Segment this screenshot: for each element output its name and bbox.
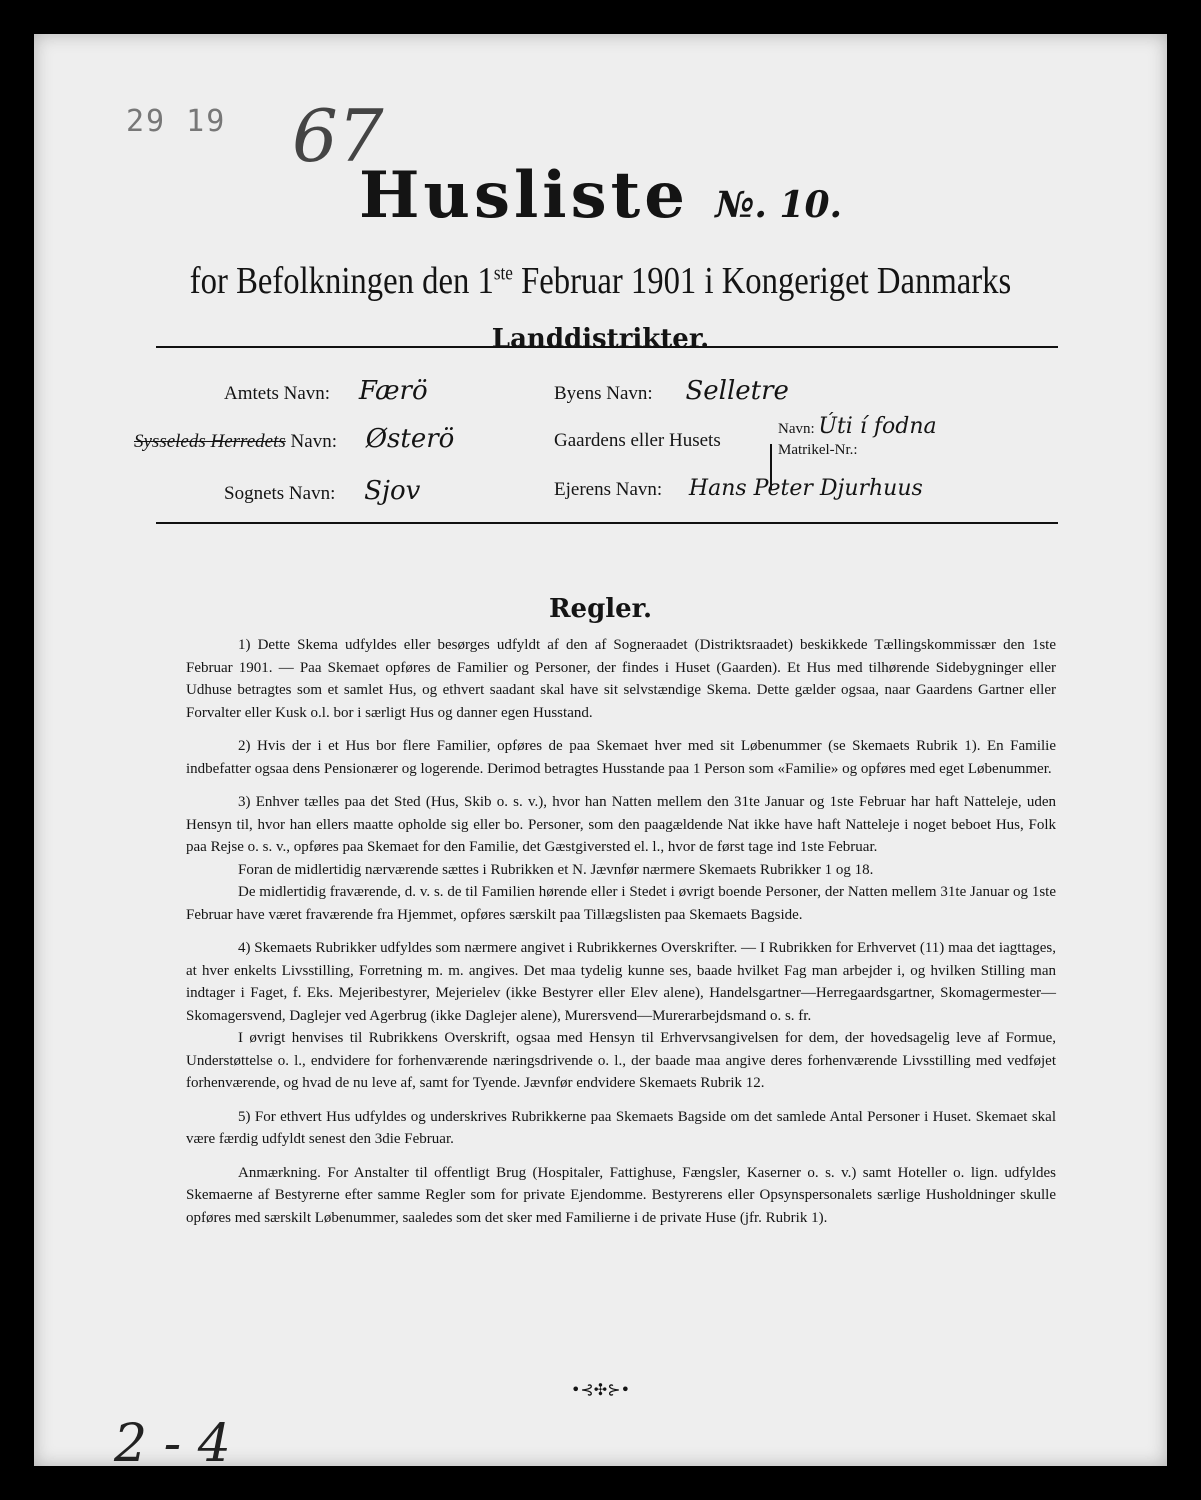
ejer-label: Ejerens Navn:	[554, 479, 663, 500]
by-value: Selletre	[685, 376, 789, 406]
rules-heading: Regler.	[548, 594, 653, 624]
matrikel-field	[778, 442, 858, 459]
margin-note: 2 - 4	[114, 1414, 231, 1474]
matrikel-label: Matrikel-Nr.:	[778, 442, 858, 458]
rule-paragraph: I øvrigt henvises til Rubrikkens Overskrift, ogsaa med Hensyn til Erhvervsangivelsen for dem, der hovedsagelig leve af Formue, Understøttelse o. l., endvidere for forhenværende næringsdrivende o. l., der baade maa angive deres forhenværende Livsstilling med vedføjet forhenværende, og hvad de nu leve af, samt for Tyende. Jævnfør endvidere Skemaets Rubrik 12.	[186, 1030, 1056, 1091]
list-number: №. 10.	[715, 184, 843, 226]
sogn-field	[224, 476, 420, 506]
amt-value: Færö	[358, 376, 428, 406]
subtitle-sup: ste	[493, 262, 513, 285]
ejer-value: Hans Peter Djurhuus	[688, 476, 923, 501]
amt-label: Amtets Navn:	[224, 383, 331, 404]
census-sheet	[34, 34, 1167, 1474]
gaard-navn-label: Navn:	[778, 421, 815, 437]
gaard-label: Gaardens eller Husets	[554, 430, 721, 451]
rule-paragraph: 2) Hvis der i et Hus bor flere Familier, opføres de paa Skemaet hver med sit Løbenummer (se Skemaets Rubrik 1). En Familie indbefatter ogsaa dens Pensionærer og logerende. Derimod betragtes Husstande paa 1 Person som «Familie» og opføres med eget Løbenummer.	[186, 738, 1056, 777]
rules-body	[186, 634, 1056, 1240]
by-label: Byens Navn:	[554, 383, 653, 404]
sogn-value: Sjov	[364, 476, 421, 506]
ornament: •⊰✣⊱•	[570, 1380, 631, 1399]
syssel-value: Østerö	[365, 424, 455, 454]
rule-paragraph: 5) For ethvert Hus udfyldes og underskrives Rubrikkerne paa Skemaets Bagside om det samlede Antal Personer i Huset. Skemaet skal være færdig udfyldt senest den 3die Februar.	[186, 1108, 1056, 1147]
syssel-struck-label: Sysseleds Herredets	[134, 431, 286, 452]
amt-field	[224, 376, 428, 406]
syssel-field	[134, 424, 454, 454]
gaard-navn-field	[778, 414, 937, 439]
handwritten-number: 67	[292, 94, 384, 178]
gaard-navn-value: Úti í fodna	[818, 414, 937, 439]
rule-paragraph: 1) Dette Skema udfyldes eller besørges udfyldt af den af Sogneraadet (Distriktsraadet) beskikkede Tællingskommissær den 1ste Februar 1901. — Paa Skemaet opføres de Familier og Personer, der findes i Huset (Gaarden). Et Hus med tilhørende Sidebygninger eller Udhuse betragtes som et samlet Hus, og ethvert saadant skal have sit selvstændige Skema. Dette gælder ogsaa, naar Gaardens Gartner eller Forvalter eller Kusk o.l. bor i særligt Hus og danner egen Husstand.	[186, 637, 1056, 721]
syssel-label: Navn:	[290, 431, 337, 452]
by-field	[554, 376, 789, 406]
top-divider	[156, 346, 1058, 348]
subtitle-pre: for Befolkningen den 1	[189, 260, 494, 302]
sogn-label: Sognets Navn:	[224, 483, 336, 504]
rule-paragraph: Foran de midlertidig nærværende sættes i Rubrikken et N. Jævnfør nærmere Skemaets Rubrikker 1 og 18.	[238, 861, 874, 878]
gaard-field	[554, 430, 721, 452]
ejer-field	[554, 476, 923, 501]
rule-paragraph: 3) Enhver tælles paa det Sted (Hus, Skib o. s. v.), hvor han Natten mellem den 31te Januar og 1ste Februar har haft Natteleje, uden Hensyn til, hvor han ellers maatte opholde sig eller bo. Personer, som den paagældende Nat ikke have haft Natteleje i noget beboet Hus, Folk paa Rejse o. s. v., opføres paa Skemaet for den Familie, det Gæstgiversted el. l., hvor de først tage ind 1ste Februar.	[186, 794, 1056, 855]
district-heading: Landdistrikter.	[491, 324, 710, 354]
note-paragraph: Anmærkning. For Anstalter til offentligt Brug (Hospitaler, Fattighuse, Fængsler, Kaserner o. s. v.) samt Hoteller o. lign. udfyldes Skemaerne af Bestyrerne efter samme Regler som for private Ejendomme. Bestyrerens eller Opsynspersonalets særlige Husholdninger skulle opføres med særskilt Løbenummer, saaledes som det sker med Familierne i de private Huse (jfr. Rubrik 1).	[186, 1164, 1056, 1226]
page-title	[34, 158, 1167, 233]
archive-stamp: 29 19	[126, 104, 227, 139]
subtitle-post: Februar 1901 i Kongeriget Danmarks	[512, 260, 1012, 302]
bottom-divider	[156, 522, 1058, 524]
rule-paragraph: 4) Skemaets Rubrikker udfyldes som nærmere angivet i Rubrikkernes Overskrifter. — I Rubrikken for Erhvervet (11) maa det iagttages, at hver enkelts Livsstilling, Forretning m. m. angives. Det maa tydelig kunne ses, baade hvilket Fag man arbejder i, og hvilken Stilling man indtager i Faget, f. Eks. Mejeribestyrer, Mejerielev (ikke Bestyrer eller Elev alene), Handelsgartner—Herregaardsgartner, Skomagermester—Skomagersvend, Daglejer ved Agerbrug (ikke Daglejer alene), Murersvend—Murerarbejdsmand o. s. fr.	[186, 940, 1056, 1024]
rule-paragraph: De midlertidig fraværende, d. v. s. de til Familien hørende eller i Stedet i øvrigt boende Personer, der Natten mellem 31te Januar og 1ste Februar have været fraværende fra Hjemmet, opføres særskilt paa Tillægslisten paa Skemaets Bagside.	[186, 884, 1056, 923]
title-main: Husliste	[358, 158, 689, 233]
subtitle	[113, 259, 1087, 303]
